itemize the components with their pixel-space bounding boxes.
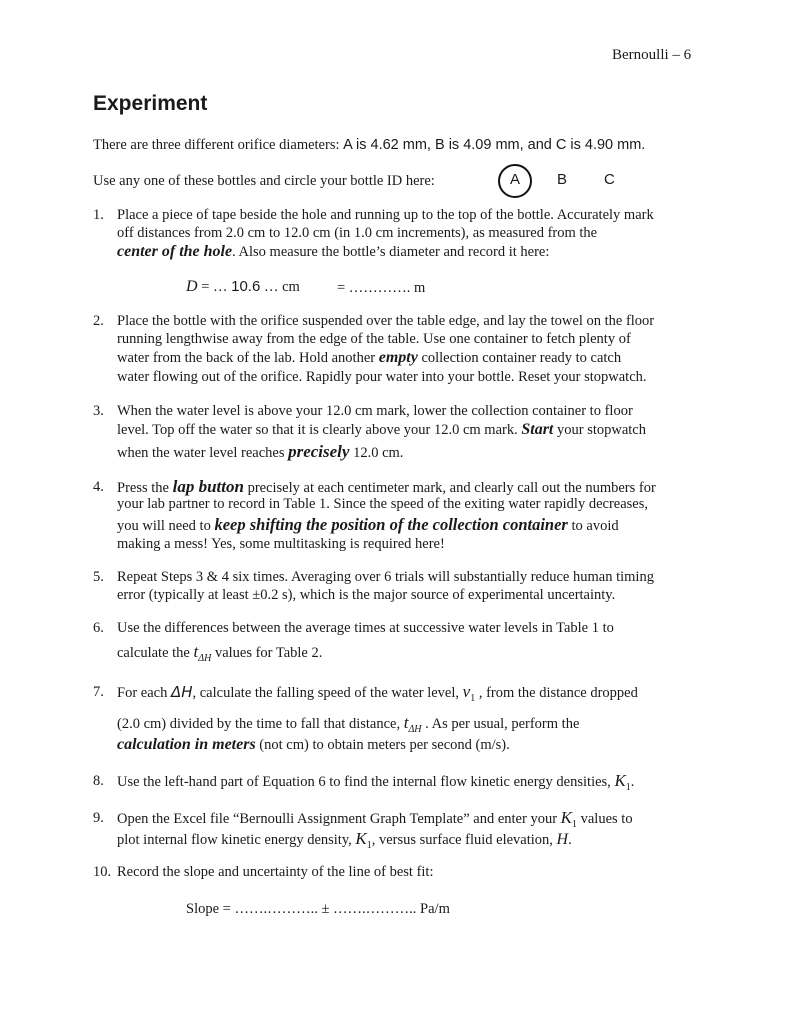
step-number: 1. xyxy=(93,207,104,223)
page-header: Bernoulli – 6 xyxy=(612,47,692,63)
step-2-line-3-b: collection container ready to catch xyxy=(417,350,622,366)
step-2-line-1: Place the bottle with the orifice suspended over the table edge, and lay the towel on the floor xyxy=(117,313,655,329)
step-4-line-1-b: precisely at each centimeter mark, and clearly call out the numbers for xyxy=(243,480,656,496)
step-4-emphasis-lap-button: lap button xyxy=(172,477,244,496)
step-1-emphasis: center of the hole xyxy=(117,243,233,260)
step-8-line-1-b: . xyxy=(630,774,635,790)
step-6-line-2-b: values for Table 2. xyxy=(211,645,323,661)
h-variable: H xyxy=(556,831,569,848)
t-delta-h-variable: t xyxy=(193,642,199,661)
step-7-line-3-b: (not cm) to obtain meters per second (m/s). xyxy=(255,737,510,753)
step-number: 4. xyxy=(93,479,104,495)
bottle-option-c[interactable]: C xyxy=(604,171,615,188)
k1-subscript: 1 xyxy=(625,781,631,793)
step-7-line-1-a: For each xyxy=(117,685,171,701)
step-9-line-2-a: plot internal flow kinetic energy density, xyxy=(117,832,356,848)
step-8-line-1 xyxy=(117,771,634,793)
step-4-line-2: your lab partner to record in Table 1. Since the speed of the exiting water rapidly decreases, xyxy=(117,496,648,512)
step-2-emphasis: empty xyxy=(378,349,418,366)
step-3-line-2 xyxy=(117,421,646,439)
step-2-line-2: running lengthwise away from the edge of the table. Use one container to fetch plenty of xyxy=(117,331,631,347)
k1-subscript: 1 xyxy=(572,818,577,830)
diameter-value-cm: 10.6 xyxy=(231,278,261,295)
step-number: 2. xyxy=(93,313,104,329)
step-6-line-1: Use the differences between the average times at successive water levels in Table 1 to xyxy=(117,620,614,636)
diameter-variable: D xyxy=(186,278,198,295)
orifice-diameter-values: A is 4.62 mm, B is 4.09 mm, and C is 4.90 mm. xyxy=(343,137,646,153)
step-3-line-2-a: level. Top off the water so that it is clearly above your 12.0 cm mark. xyxy=(117,422,522,438)
step-3-emphasis-precisely: precisely xyxy=(288,442,350,461)
t-delta-h-variable: t xyxy=(403,713,409,732)
step-number: 5. xyxy=(93,569,104,585)
step-2-line-3 xyxy=(117,349,621,367)
step-6-line-2 xyxy=(117,642,322,664)
step-9-line-1-a: Open the Excel file “Bernoulli Assignment Graph Template” and enter your xyxy=(117,811,561,827)
step-9-line-1-b: values to xyxy=(577,811,633,827)
k1-variable: K xyxy=(614,771,626,790)
t-delta-h-subscript: ΔH xyxy=(198,652,212,664)
step-4-line-4: making a mess! Yes, some multitasking is required here! xyxy=(117,536,445,552)
k1-variable: K xyxy=(355,829,367,848)
v1-subscript: 1 xyxy=(470,692,476,704)
step-9-line-1 xyxy=(117,808,633,830)
diameter-value-m-blank: = …………. m xyxy=(337,280,426,296)
orifice-diameters-line xyxy=(93,137,645,154)
step-8-line-1-a: Use the left-hand part of Equation 6 to find the internal flow kinetic energy densities, xyxy=(117,774,615,790)
bottle-option-b[interactable]: B xyxy=(557,171,568,188)
step-4-emphasis-container: keep shifting the position of the collection container xyxy=(214,515,568,534)
step-2-line-3-a: water from the back of the lab. Hold another xyxy=(117,350,379,366)
step-3-line-1: When the water level is above your 12.0 cm mark, lower the collection container to floor xyxy=(117,403,633,419)
slope-blank-line: Slope = …….……….. ± …….……….. Pa/m xyxy=(186,901,450,917)
step-number: 7. xyxy=(93,684,104,700)
step-10-line-1: Record the slope and uncertainty of the line of best fit: xyxy=(117,864,434,880)
orifice-diameters-text: There are three different orifice diameters: xyxy=(93,137,340,153)
step-1-line-3 xyxy=(117,243,549,261)
diameter-equals: = … xyxy=(197,279,232,295)
step-number: 8. xyxy=(93,773,104,789)
step-3-line-2-b: your stopwatch xyxy=(553,422,646,438)
step-7-line-2-a: (2.0 cm) divided by the time to fall that distance, xyxy=(117,716,404,732)
step-9-line-2-c: . xyxy=(568,832,572,848)
k1-subscript: 1 xyxy=(366,839,372,851)
step-7-line-1-b: , calculate the falling speed of the water level, xyxy=(192,685,463,701)
step-7-line-3 xyxy=(117,736,510,754)
step-4-line-1 xyxy=(117,477,656,497)
step-7-line-1-c: , from the distance dropped xyxy=(475,685,638,701)
step-5-line-2: error (typically at least ±0.2 s), which is the major source of experimental uncertainty. xyxy=(117,587,616,603)
bottle-option-a[interactable]: A xyxy=(510,171,521,188)
step-3-line-3-a: when the water level reaches xyxy=(117,445,289,461)
t-delta-h-subscript: ΔH xyxy=(408,723,422,735)
bottle-id-prompt: Use any one of these bottles and circle your bottle ID here: xyxy=(93,173,435,189)
step-7-line-2-b: . As per usual, perform the xyxy=(421,716,580,732)
delta-h-symbol: ΔH xyxy=(170,683,193,701)
step-4-line-3 xyxy=(117,515,619,535)
step-5-line-1: Repeat Steps 3 & 4 six times. Averaging over 6 trials will substantially reduce human timing xyxy=(117,569,654,585)
step-7-emphasis: calculation in meters xyxy=(117,736,256,753)
step-1-line-1: Place a piece of tape beside the hole and running up to the top of the bottle. Accurately mark xyxy=(117,207,654,223)
step-1-line-2: off distances from 2.0 cm to 12.0 cm (in 1.0 cm increments), as measured from the xyxy=(117,225,598,241)
step-9-line-2-b: , versus surface fluid elevation, xyxy=(371,832,557,848)
step-9-line-2 xyxy=(117,829,572,851)
step-number: 3. xyxy=(93,403,104,419)
step-3-line-3 xyxy=(117,442,403,462)
step-7-line-2 xyxy=(117,713,579,735)
step-7-line-1 xyxy=(117,682,638,704)
v1-variable: v xyxy=(462,682,471,701)
step-2-line-4: water flowing out of the orifice. Rapidly pour water into your bottle. Reset your stopwatch. xyxy=(117,369,647,385)
step-number: 9. xyxy=(93,810,104,826)
step-4-line-3-b: to avoid xyxy=(567,518,619,534)
step-4-line-1-a: Press the xyxy=(117,480,173,496)
step-1-line-3-rest: . Also measure the bottle’s diameter and record it here: xyxy=(232,244,550,260)
step-number: 6. xyxy=(93,620,104,636)
k1-variable: K xyxy=(560,808,572,827)
diameter-equation xyxy=(186,278,300,296)
page-title: Experiment xyxy=(93,92,208,115)
diameter-unit-cm: … cm xyxy=(260,279,300,295)
step-3-emphasis-start: Start xyxy=(521,421,554,438)
step-number: 10. xyxy=(93,864,112,880)
step-4-line-3-a: you will need to xyxy=(117,518,215,534)
step-3-line-3-b: 12.0 cm. xyxy=(349,445,404,461)
step-6-line-2-a: calculate the xyxy=(117,645,194,661)
